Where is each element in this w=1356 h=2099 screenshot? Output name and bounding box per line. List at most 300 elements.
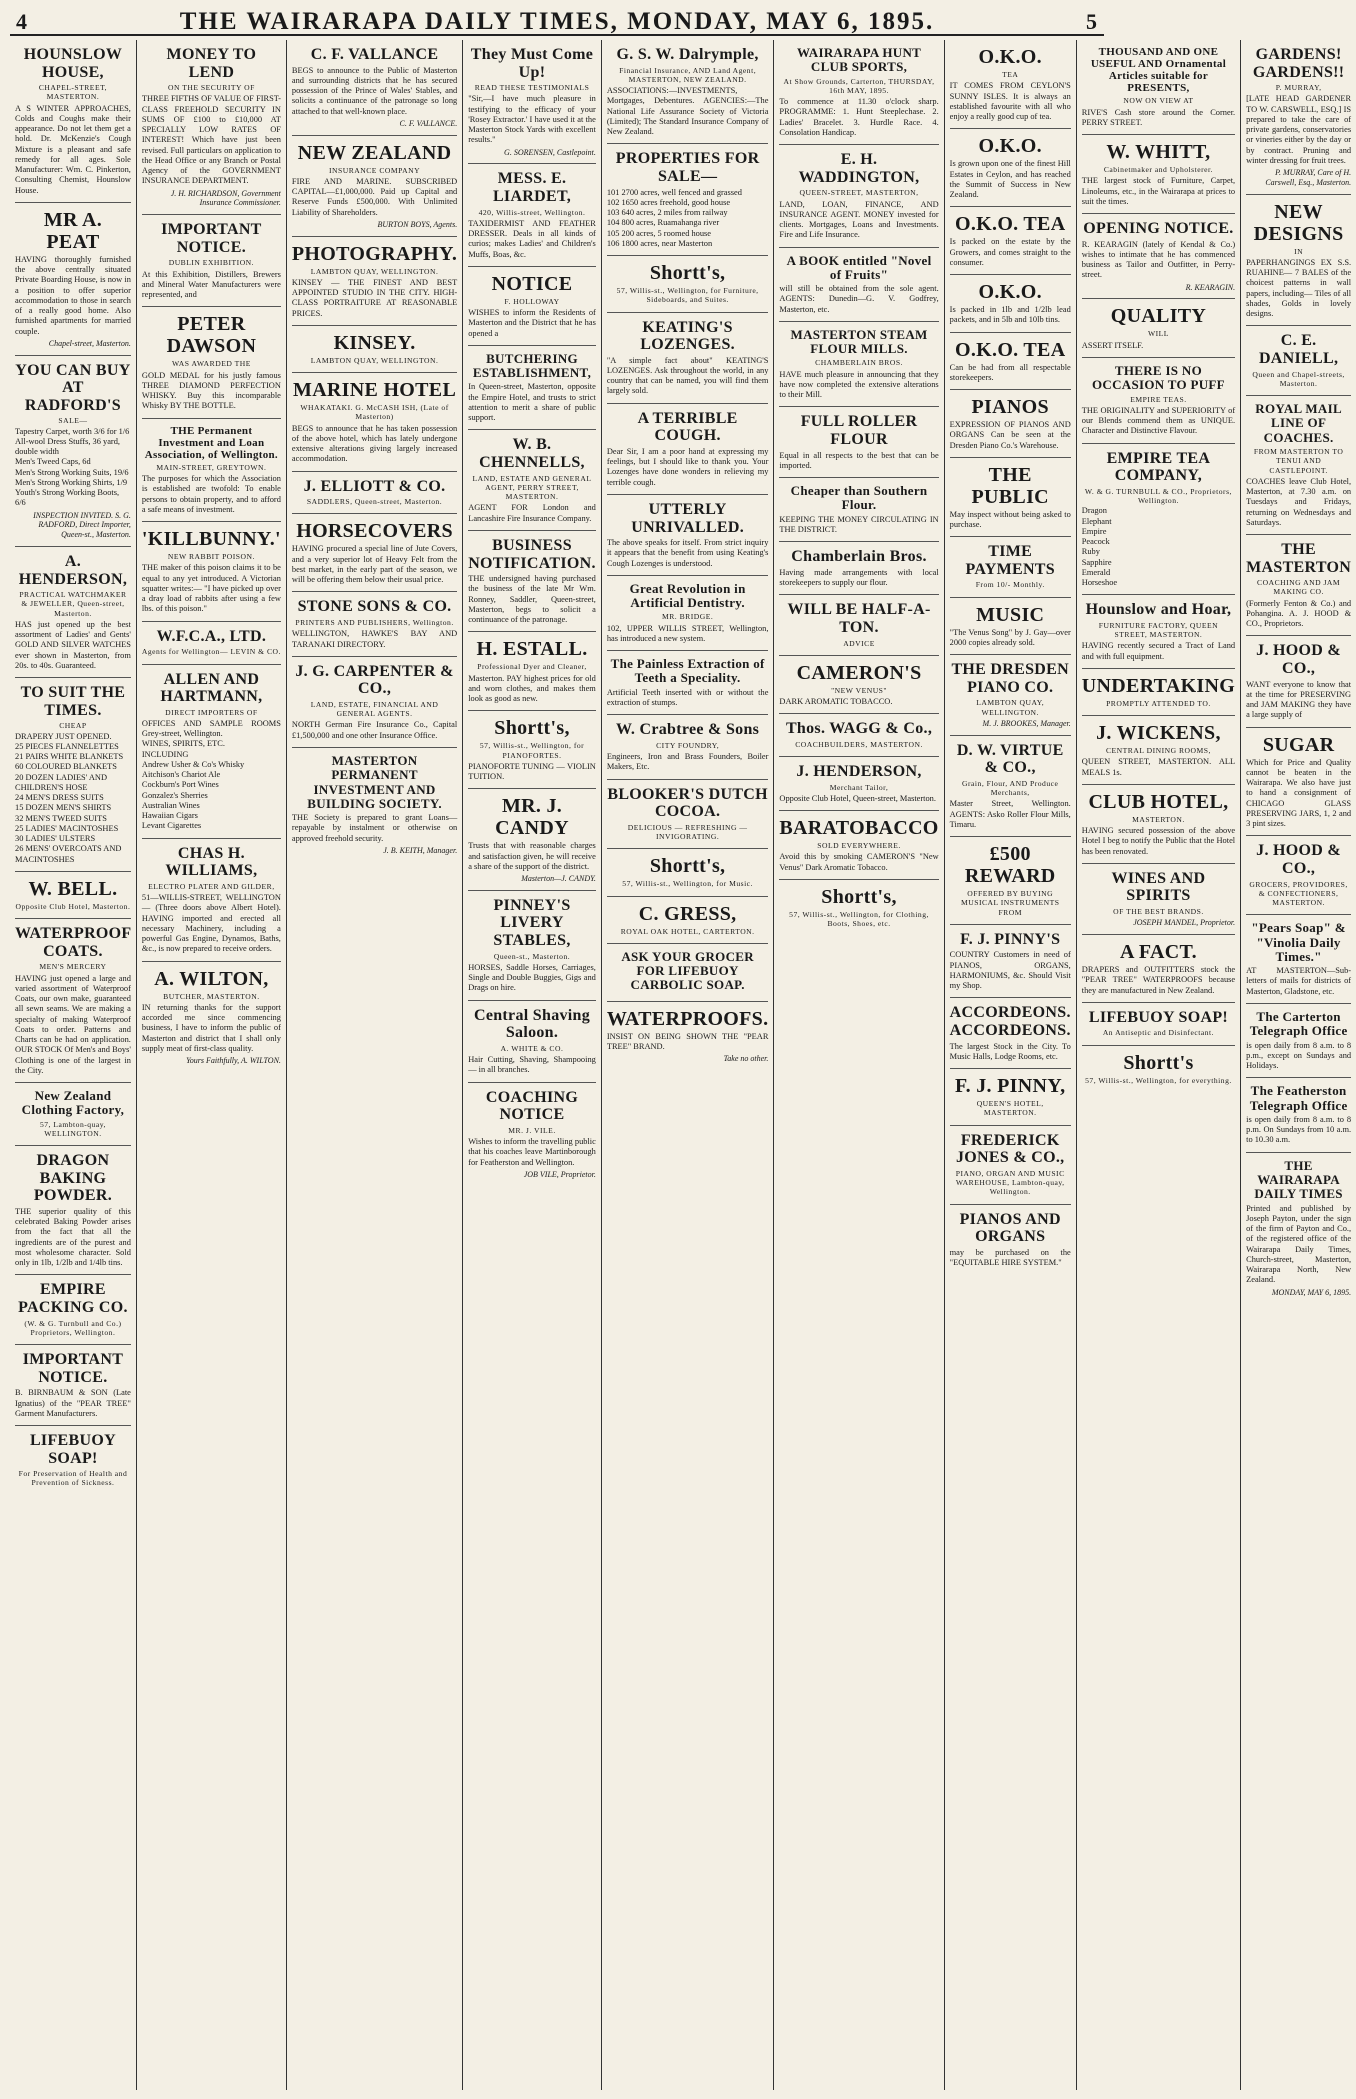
ad-headline: STONE SONS & CO. xyxy=(297,598,452,616)
advertisement xyxy=(607,651,769,715)
ad-signature: C. F. VALLANCE. xyxy=(399,118,458,128)
ad-headline: PINNEY'S LIVERY STABLES, xyxy=(493,896,571,950)
advertisement xyxy=(15,547,131,678)
advertisement xyxy=(468,430,596,530)
ad-headline: PHOTOGRAPHY. xyxy=(291,242,458,265)
ad-subheading: PIANO, ORGAN AND MUSIC WAREHOUSE, Lambton-quay, Wellington. xyxy=(955,1168,1065,1197)
advertisement xyxy=(142,215,281,307)
column-4 xyxy=(463,40,602,2090)
ad-body: The above speaks for itself. From strict inquiry it appears that the benefit from using Keating's Cough Lozenges is understood. xyxy=(606,538,769,568)
ad-headline: MESS. E. LIARDET, xyxy=(492,170,572,206)
ad-body: KINSEY — THE FINEST AND BEST APPOINTED STUDIO IN THE CITY. HIGH-CLASS PORTRAITURE AT REASONABLE PRICES. xyxy=(291,277,458,318)
ad-subheading: CHAMBERLAIN BROS. xyxy=(815,358,903,368)
advertisement xyxy=(950,736,1071,837)
advertisement xyxy=(779,478,938,542)
advertisement xyxy=(607,313,769,404)
ad-body: will still be obtained from the sole agent. AGENTS: Dunedin—G. V. Godfrey, Masterton, etc. xyxy=(779,284,939,314)
ad-headline: O.K.O. xyxy=(978,281,1042,303)
advertisement xyxy=(1082,716,1235,785)
advertisement xyxy=(142,522,281,622)
ad-list-item: WINES, SPIRITS, ETC. xyxy=(141,739,225,749)
ad-subheading: Opposite Club Hotel, Masterton. xyxy=(15,901,131,911)
ad-subheading: ROYAL OAK HOTEL, CARTERTON. xyxy=(620,926,755,936)
ad-body: LAND, LOAN, FINANCE, AND INSURANCE AGENT. MONEY invested for clients. Mortgages, Loans and Investments. Fire and Life Insurance. xyxy=(779,199,939,240)
ad-headline: WAIRARAPA HUNT CLUB SPORTS, xyxy=(796,45,922,75)
ad-subheading: INSURANCE COMPANY xyxy=(328,165,421,175)
ad-headline: BARATOBACCO xyxy=(779,817,939,840)
advertisement xyxy=(468,789,596,891)
ad-subheading: TEA xyxy=(1002,70,1019,79)
column-6 xyxy=(774,40,944,2090)
ad-subheading: LAMBTON QUAY, WELLINGTON. xyxy=(310,266,439,276)
advertisement xyxy=(15,1345,131,1426)
ad-headline: O.K.O. TEA xyxy=(955,338,1066,361)
ad-signature: Yours Faithfully, A. WILTON. xyxy=(186,1056,281,1066)
ad-body: Master Street, Wellington. AGENTS: Asko Roller Flour Mills, Timaru. xyxy=(949,799,1071,829)
advertisement xyxy=(292,657,457,748)
ad-body: GOLD MEDAL for his justly famous THREE DIAMOND PERFECTION WHISKY. Buy this incomparable Whisky BY THE BOTTLE. xyxy=(141,370,281,411)
ad-headline: C. E. DANIELL, xyxy=(1258,332,1339,368)
ad-subheading: DELICIOUS — REFRESHING — INVIGORATING. xyxy=(627,822,748,842)
ad-subheading: Queen and Chapel-streets, Masterton. xyxy=(1252,369,1345,388)
ad-headline: D. W. VIRTUE & CO., xyxy=(956,741,1064,777)
ad-list-item: Men's Strong Working Suits, 19/6 xyxy=(15,467,129,477)
ad-subheading: MEN'S MERCERY xyxy=(39,962,107,972)
ad-subheading: Agents for Wellington— LEVIN & CO. xyxy=(141,647,281,657)
ad-headline: W.F.C.A., LTD. xyxy=(156,627,267,645)
ad-headline: UNDERTAKING xyxy=(1081,674,1236,697)
ad-headline: The Painless Extraction of Teeth a Speciality. xyxy=(610,656,765,686)
ad-subheading: QUEEN-STREET, MASTERTON, xyxy=(799,188,919,198)
ad-subheading: QUEEN'S HOTEL, MASTERTON. xyxy=(976,1099,1044,1118)
ad-body: In Queen-street, Masterton, opposite the Empire Hotel, and trusts to strict attention to merit a share of public support. xyxy=(468,382,596,423)
page-number-left: 4 xyxy=(16,9,28,34)
ad-headline: NEW DESIGNS xyxy=(1253,200,1344,245)
ad-headline: THE DRESDEN PIANO CO. xyxy=(951,661,1069,696)
ad-headline: GARDENS! GARDENS!! xyxy=(1252,46,1345,81)
advertisement xyxy=(292,514,457,592)
advertisement xyxy=(950,129,1071,207)
ad-signature: J. B. KEITH, Manager. xyxy=(383,845,458,855)
advertisement xyxy=(779,322,938,408)
ad-list-item: 104 800 acres, Ruamahanga river xyxy=(606,218,720,228)
ad-headline: IMPORTANT NOTICE. xyxy=(161,221,262,256)
advertisement xyxy=(468,346,596,431)
ad-headline: WATERPROOF COATS. xyxy=(15,925,132,960)
ad-subheading: SOLD EVERYWHERE. xyxy=(817,841,901,851)
ad-headline: OPENING NOTICE. xyxy=(1083,220,1234,238)
column-2 xyxy=(137,40,287,2090)
ad-headline: CLUB HOTEL, xyxy=(1088,790,1229,813)
ad-headline: HOUNSLOW HOUSE, xyxy=(23,46,123,81)
ad-list-item: Youth's Strong Working Boots, 6/6 xyxy=(15,488,120,508)
columns xyxy=(10,40,1352,2090)
ad-subheading: PRINTERS AND PUBLISHERS, Wellington. xyxy=(295,618,454,628)
column-3 xyxy=(287,40,463,2090)
advertisement xyxy=(468,1001,596,1083)
ad-list-item: 103 640 acres, 2 miles from railway xyxy=(606,208,728,218)
ad-subheading: (W. & G. Turnbull and Co.) Proprietors, Wellington. xyxy=(24,1318,122,1337)
ad-headline: THE PUBLIC xyxy=(971,463,1049,508)
advertisement xyxy=(15,1426,131,1495)
ad-list-item: Empire xyxy=(1081,526,1107,536)
newspaper-title: THE WAIRARAPA DAILY TIMES, MONDAY, MAY 6, 1895. xyxy=(179,8,935,35)
ad-headline: KEATING'S LOZENGES. xyxy=(640,318,735,354)
ad-subheading: LAND, ESTATE AND GENERAL AGENT, PERRY STREET, MASTERTON. xyxy=(472,473,592,502)
ad-body: THE superior quality of this celebrated Baking Powder arises from the fact that all the ingredients are of the purest and most wholesome character. Sold only in 1lb, 1/2lb and 1/4lb tins. xyxy=(15,1206,131,1268)
ad-subheading: 57, Willis-st., Wellington, for Furniture, Sideboards, and Suites. xyxy=(616,286,759,305)
ad-list-item: Sapphire xyxy=(1081,557,1112,567)
ad-body: "A simple fact about" KEATING'S LOZENGES. Ask throughout the world, in any country that can be named, you will find them largely sold. xyxy=(606,355,769,396)
ad-body: WANT everyone to know that at the time for PRESERVING and JAM MAKING they have a large supply of xyxy=(1246,679,1352,720)
ad-headline: WATERPROOFS. xyxy=(606,1007,769,1030)
ad-subheading: 57, Willis-st., Wellington, for PIANOFORTES. xyxy=(479,741,585,760)
ad-body: Having made arrangements with local storekeepers to supply our flour. xyxy=(779,567,939,588)
advertisement xyxy=(292,326,457,373)
ad-headline: Chamberlain Bros. xyxy=(791,548,927,566)
advertisement xyxy=(15,919,131,1083)
ad-subheading: ON THE SECURITY OF xyxy=(167,83,255,93)
ad-headline: Shortt's xyxy=(1123,1051,1194,1074)
advertisement xyxy=(1246,1153,1351,1304)
advertisement xyxy=(142,962,281,1072)
ad-headline: J. G. CARPENTER & CO., xyxy=(295,662,454,698)
ad-headline: J. HENDERSON, xyxy=(796,763,922,781)
advertisement xyxy=(779,40,938,145)
advertisement xyxy=(607,715,769,779)
ad-body: FIRE AND MARINE. SUBSCRIBED CAPITAL—£1,000,000. Paid up Capital and Reserve Funds £500,000. With Unlimited Liability of Shareholders. xyxy=(291,176,458,217)
ad-headline: TIME PAYMENTS xyxy=(965,543,1055,578)
ad-subheading: A. WHITE & CO. xyxy=(500,1043,564,1053)
advertisement xyxy=(468,711,596,789)
advertisement xyxy=(1082,358,1235,444)
ad-list-item: 32 MEN'S TWEED SUITS xyxy=(15,813,107,823)
ad-body: At this Exhibition, Distillers, Brewers and Mineral Water Manufacturers were represented, and xyxy=(141,269,281,300)
ad-list-item: Ruby xyxy=(1081,547,1100,557)
advertisement xyxy=(1082,444,1235,596)
ad-body: HAVING just opened a large and varied assortment of Waterproof Coats, our own make, guaranteed all sewn seams. We are making a specialty of making Waterproof Coats to order. Patterns and Charts can be had on application. OUR STOCK Of Men's and Boys' Clothing is one of the largest in the City. xyxy=(15,973,131,1075)
ad-list-item: Cockburn's Port Wines xyxy=(141,780,219,790)
ad-body: Is packed on the estate by the Growers, and comes straight to the consumer. xyxy=(949,237,1071,267)
ad-subheading: SADDLERS, Queen-street, Masterton. xyxy=(306,497,443,507)
advertisement xyxy=(779,811,938,880)
advertisement xyxy=(1246,1078,1351,1152)
advertisement xyxy=(950,1069,1071,1126)
ad-subheading: WILL xyxy=(1147,329,1169,339)
advertisement xyxy=(292,373,457,472)
ad-signature: BURTON BOYS, Agents. xyxy=(377,219,458,229)
ad-headline: THE Permanent Investment and Loan Association, of Wellington. xyxy=(144,424,278,461)
ad-body: Trusts that with reasonable charges and satisfaction given, he will receive a share of the support of the district. xyxy=(468,841,596,871)
ad-subheading: OFFERED BY BUYING MUSICAL INSTRUMENTS FROM xyxy=(960,889,1060,917)
ad-body: 102, UPPER WILLIS STREET, Wellington, has introduced a new system. xyxy=(606,623,769,643)
ad-body: COUNTRY Customers in need of PIANOS, ORGANS, HARMONIUMS, &c. Should Visit my Shop. xyxy=(949,950,1071,991)
ad-headline: LIFEBUOY SOAP! xyxy=(29,1432,116,1467)
ad-body: IT COMES FROM CEYLON'S SUNNY ISLES. It is always an established favourite with all who enjoy a really good cup of tea. xyxy=(949,81,1071,121)
advertisement xyxy=(779,248,938,322)
ad-subheading: CHEAP xyxy=(59,721,87,731)
ad-subheading: PROMPTLY ATTENDED TO. xyxy=(1106,698,1211,708)
ad-headline: £500 REWARD xyxy=(964,843,1056,888)
advertisement xyxy=(468,891,596,1001)
ad-body: The largest Stock in the City. To Music Halls, Lodge Rooms, etc. xyxy=(949,1041,1071,1061)
advertisement xyxy=(950,333,1071,391)
ad-signature: P. MURRAY, Care of H. Carswell, Esq., Masterton. xyxy=(1265,168,1352,187)
ad-headline: PIANOS xyxy=(971,396,1049,418)
ad-subheading: Cabinetmaker and Upholsterer. xyxy=(1103,165,1214,175)
ad-list-item: Andrew Usher & Co's Whisky xyxy=(141,759,245,769)
ad-body: Engineers, Iron and Brass Founders, Boiler Makers, Etc. xyxy=(606,752,769,772)
advertisement xyxy=(1246,636,1351,727)
advertisement xyxy=(779,757,938,811)
advertisement xyxy=(950,390,1071,458)
ad-subheading: LAMBTON QUAY, WELLINGTON. xyxy=(976,698,1045,717)
ad-body: Avoid this by smoking CAMERON'S "New Venus" Dark Aromatic Tobacco. xyxy=(779,852,939,872)
ad-headline: CHAS H. WILLIAMS, xyxy=(165,844,258,880)
ad-list-item: Australian Wines xyxy=(141,800,200,810)
ad-headline: Central Shaving Saloon. xyxy=(473,1006,591,1042)
advertisement xyxy=(1082,299,1235,358)
ad-list-item: Horseshoe xyxy=(1081,578,1118,587)
ad-headline: DRAGON BAKING POWDER. xyxy=(33,1152,112,1205)
advertisement xyxy=(950,275,1071,333)
ad-headline: BUSINESS NOTIFICATION. xyxy=(468,536,596,572)
ad-body: Artificial Teeth inserted with or without the extraction of stumps. xyxy=(606,687,769,708)
ad-headline: F. J. PINNY, xyxy=(954,1075,1066,1098)
ad-body: DARK AROMATIC TOBACCO. xyxy=(779,697,893,707)
ad-list-item: Hawaiian Cigars xyxy=(141,811,198,821)
ad-signature: INSPECTION INVITED. S. G. RADFORD, Direct Importer, Queen-st., Masterton. xyxy=(33,510,131,540)
ad-subheading: F. HOLLOWAY xyxy=(504,296,560,306)
ad-subheading: MASTERTON. xyxy=(1132,814,1185,824)
ad-list-item: 25 LADIES' MACINTOSHES xyxy=(15,823,119,833)
ad-headline: C. F. VALLANCE xyxy=(310,46,439,63)
ad-subheading: WAS AWARDED THE xyxy=(171,359,251,369)
advertisement xyxy=(950,925,1071,999)
advertisement xyxy=(468,531,596,632)
advertisement xyxy=(779,880,938,936)
advertisement xyxy=(292,748,457,862)
ad-subheading: For Preservation of Health and Prevention of Sickness. xyxy=(18,1469,128,1488)
ad-headline: Shortt's, xyxy=(649,855,726,878)
ad-signature: J. H. RICHARDSON, Government Insurance Commissioner. xyxy=(170,188,281,208)
advertisement xyxy=(1082,214,1235,299)
ad-headline: BLOOKER'S DUTCH COCOA. xyxy=(607,785,768,821)
ad-signature: G. SORENSEN, Castlepoint. xyxy=(504,147,596,157)
ad-headline: MR. J. CANDY xyxy=(495,795,569,840)
advertisement xyxy=(15,1083,131,1146)
ad-headline: W. Crabtree & Sons xyxy=(616,721,760,739)
advertisement xyxy=(1082,785,1235,864)
column-1 xyxy=(10,40,137,2090)
ad-headline: PIANOS AND ORGANS xyxy=(959,1210,1061,1246)
ad-headline: MASTERTON PERMANENT INVESTMENT AND BUILDING SOCIETY. xyxy=(307,752,442,811)
advertisement xyxy=(1246,396,1351,535)
ad-headline: New Zealand Clothing Factory, xyxy=(21,1088,125,1118)
advertisement xyxy=(950,458,1071,538)
advertisement xyxy=(950,1126,1071,1205)
ad-headline: MR A. PEAT xyxy=(43,208,103,253)
ad-subheading: FURNITURE FACTORY, QUEEN STREET, MASTERTON. xyxy=(1098,620,1219,640)
advertisement xyxy=(950,598,1071,656)
ad-body: is open daily from 8 a.m. to 8 p.m., except on Sundays and Holidays. xyxy=(1246,1040,1352,1071)
ad-body: may be purchased on the "EQUITABLE HIRE SYSTEM." xyxy=(949,1247,1071,1267)
ad-headline: NEW ZEALAND xyxy=(297,141,452,164)
ad-subheading: READ THESE TESTIMONIALS xyxy=(474,83,590,93)
ad-subheading: WHAKATAKI. G. McCASH ISH, (Late of Masterton) xyxy=(300,403,449,422)
ad-headline: J. HOOD & CO., xyxy=(1256,842,1342,877)
ad-headline: ALLEN AND HARTMANN, xyxy=(160,670,263,706)
ad-body: HAVING procured a special line of Jute Covers, and a very superior lot of Heavy Felt from the best market, in the early part of the season, we will be offering them below their usual price. xyxy=(291,544,458,585)
ad-signature: M. J. BROOKES, Manager. xyxy=(982,718,1071,728)
ad-subheading: GROCERS, PROVIDORES, & CONFECTIONERS, MASTERTON. xyxy=(1249,879,1348,908)
ad-subheading: MR. BRIDGE. xyxy=(661,612,714,622)
ad-signature: JOSEPH MANDEL, Proprietor. xyxy=(1133,918,1236,928)
ad-body: THE maker of this poison claims it to be equal to any yet introduced. A Victorian squatter writes:— "I have picked up over a dray load of rabbits after using a few lbs. of this poison." xyxy=(141,563,281,614)
ad-subheading: COACHING AND JAM MAKING CO. xyxy=(1257,578,1341,597)
ad-headline: THE MASTERTON xyxy=(1246,541,1352,576)
advertisement xyxy=(950,998,1071,1069)
ad-body: IN returning thanks for the support accorded me since commencing business, I have to inform the public of Masterton and district that I shall only supply meat of first-class quality. xyxy=(141,1002,281,1053)
ad-subheading: MAIN-STREET, GREYTOWN. xyxy=(156,462,267,472)
advertisement xyxy=(779,145,938,247)
advertisement xyxy=(607,404,769,495)
advertisement xyxy=(15,1275,131,1345)
ad-headline: CAMERON'S xyxy=(796,661,922,684)
ad-list-item: 24 MEN'S DRESS SUITS xyxy=(15,793,104,803)
ad-headline: PROPERTIES FOR SALE— xyxy=(615,150,760,185)
ad-list-item: Peacock xyxy=(1081,537,1110,546)
advertisement xyxy=(468,40,596,164)
ad-headline: THOUSAND AND ONE USEFUL AND Ornamental Articles suitable for PRESENTS, xyxy=(1090,46,1227,95)
ad-body: THE largest stock of Furniture, Carpet, Linoleums, etc., in the Wairarapa at prices to suit the times. xyxy=(1081,176,1236,206)
ad-subheading: 57, Willis-st., Wellington, for Clothing, Boots, Shoes, etc. xyxy=(789,909,929,929)
advertisement xyxy=(292,40,457,136)
advertisement xyxy=(1082,595,1235,669)
advertisement xyxy=(468,267,596,346)
advertisement xyxy=(142,665,281,839)
ad-headline: J. ELLIOTT & CO. xyxy=(303,477,446,495)
ad-headline: FULL ROLLER FLOUR xyxy=(800,413,918,449)
column-8 xyxy=(1077,40,1241,2090)
ad-headline: H. ESTALL. xyxy=(476,638,588,661)
ad-list-item: INCLUDING xyxy=(141,749,189,759)
ad-body: Is packed in 1lb and 1/2lb lead packets, and in 5lb and 10lb tins. xyxy=(949,305,1071,325)
ad-headline: Shortt's, xyxy=(649,262,726,285)
ad-signature: Chapel-street, Masterton. xyxy=(48,338,131,348)
advertisement xyxy=(950,1205,1071,1275)
ad-list-item: Gonzalez's Sherries xyxy=(141,790,208,800)
advertisement xyxy=(607,256,769,313)
ad-subheading: P. MURRAY, xyxy=(1275,83,1322,93)
ad-body: NORTH German Fire Insurance Co., Capital £1,500,000 and one other Insurance Office. xyxy=(291,720,458,740)
ad-body: QUEEN STREET, MASTERTON. ALL MEALS 1s. xyxy=(1081,757,1236,777)
ad-body: (Formerly Fenton & Co.) and Pohangina. A. J. HOOD & CO., Proprietors. xyxy=(1246,598,1352,629)
masthead xyxy=(10,6,1104,36)
ad-headline: J. WICKENS, xyxy=(1096,722,1221,745)
ad-headline: W. BELL. xyxy=(28,877,118,900)
advertisement xyxy=(950,207,1071,275)
ad-body: [LATE HEAD GARDENER TO W. CARSWELL, ESQ.] IS prepared to take the care of private gardens, conservatories or vineries either by the day or by contract. Pruning and winter dressing for fruit trees. xyxy=(1246,94,1352,165)
ad-body: HAVING thoroughly furnished the above centrally situated Private Boarding House, is now in a position to offer superior accommodation to those in search of a really good home. Also furnished apartments for married couple. xyxy=(15,254,131,336)
advertisement xyxy=(142,419,281,523)
ad-body: Dear Sir, I am a poor hand at expressing my feelings, but I should like to thank you. Your Lozenges have done wonders in relieving my terrible cough. xyxy=(606,446,769,487)
ad-subheading: BUTCHER, MASTERTON. xyxy=(163,991,260,1001)
ad-body: The purposes for which the Association is established are twofold: To enable persons to obtain property, and to afford a safe means of investment. xyxy=(141,474,281,514)
advertisement xyxy=(779,542,938,595)
ad-headline: A. WILTON, xyxy=(154,967,269,990)
ad-body: AGENT FOR London and Lancashire Fire Insurance Company. xyxy=(468,503,596,523)
advertisement xyxy=(607,944,769,1002)
advertisement xyxy=(607,144,769,256)
ad-body: "The Venus Song" by J. Gay—over 2000 copies already sold. xyxy=(949,627,1071,647)
ad-headline: O.K.O. xyxy=(978,46,1042,68)
ad-signature: JOB VILE, Proprietor. xyxy=(523,1169,596,1179)
advertisement xyxy=(292,592,457,656)
ad-body: HORSES, Saddle Horses, Carriages, Single and Double Buggies, Gigs and Drags on hire. xyxy=(468,962,596,993)
ad-headline: They Must Come Up! xyxy=(470,46,594,81)
ad-headline: Shortt's, xyxy=(821,885,897,908)
ad-body: Hair Cutting, Shaving, Shampooing — in all branches. xyxy=(468,1055,596,1075)
ad-subheading: An Antiseptic and Disinfectant. xyxy=(1102,1028,1215,1038)
advertisement xyxy=(1082,669,1235,716)
ad-body: PIANOFORTE TUNING — VIOLIN TUITION. xyxy=(468,761,596,782)
ad-subheading: LAND, ESTATE, FINANCIAL AND GENERAL AGENTS. xyxy=(310,699,439,719)
ad-body: THREE FIFTHS OF VALUE OF FIRST-CLASS FREEHOLD SECURITY IN SUMS OF £100 to £10,000 AT SPECIALLY LOW RATES OF INTEREST! Which have just been revised. Full particulars on application to the Head Office or any Branch or Postal Agency of the GOVERNMENT INSURANCE DEPARTMENT. xyxy=(141,94,281,186)
column-5 xyxy=(602,40,775,2090)
advertisement xyxy=(950,837,1071,925)
ad-body: THE ORIGINALITY and SUPERIORITY of our Blends commend them as UNIQUE. Character and Distinctive Flavour. xyxy=(1081,405,1236,436)
advertisement xyxy=(950,537,1071,597)
advertisement xyxy=(15,356,131,547)
advertisement xyxy=(15,872,131,919)
advertisement xyxy=(779,407,938,478)
ad-subheading: 420, Willis-street, Wellington. xyxy=(478,207,586,217)
advertisement xyxy=(468,632,596,711)
advertisement xyxy=(468,1083,596,1186)
advertisement xyxy=(1246,728,1351,837)
ad-body: Wishes to inform the travelling public that his coaches leave Martinborough for Featherston and Wellington. xyxy=(468,1137,596,1167)
ad-subheading: COACHBUILDERS, MASTERTON. xyxy=(795,739,923,749)
ad-headline: MUSIC xyxy=(976,603,1045,626)
ad-headline: ASK YOUR GROCER FOR LIFEBUOY CARBOLIC SOAP. xyxy=(621,948,754,993)
advertisement xyxy=(15,1146,131,1275)
advertisement xyxy=(1246,40,1351,195)
ad-subheading: ELECTRO PLATER AND GILDER, xyxy=(148,881,275,891)
ad-subheading: EMPIRE TEAS. xyxy=(1130,394,1187,404)
ad-body: WISHES to inform the Residents of Masterton and the District that he has opened a xyxy=(468,308,596,338)
ad-headline: KINSEY. xyxy=(333,331,416,354)
ad-list-item: Levant Cigarettes xyxy=(141,821,202,831)
ad-subheading: SALE— xyxy=(58,416,88,426)
ad-subheading: Merchant Tailor, xyxy=(829,782,889,792)
ad-body: R. KEARAGIN (lately of Kendal & Co.) wishes to intimate that he has commenced business as Tailor and Outfitter, in Perry-street. xyxy=(1081,239,1236,280)
advertisement xyxy=(142,40,281,215)
ad-headline: C. GRESS, xyxy=(638,902,737,925)
ad-headline: Shortt's, xyxy=(494,717,570,740)
ad-subheading: 57, Willis-st., Wellington, for Music. xyxy=(622,879,753,889)
ad-subheading: W. & G. TURNBULL & CO., Proprietors, Wellington. xyxy=(1084,486,1232,505)
ad-body: BEGS to announce to the Public of Masterton and surrounding districts that he has secured possession of the Prince of Wales' Stables, and solicits a continuance of the patronage so long attached to that well-known place. xyxy=(291,65,458,116)
advertisement xyxy=(1246,195,1351,327)
ad-body: A S WINTER APPROACHES, Colds and Coughs make their appearance. Do not let them get a hold. Dr. McKenzie's Cough Mixture is a pleasant and safe remedy for all ages. Sole Manufacturer: Wm. C. Pinkerton, Consulting Chemist, Hounslow House. xyxy=(15,103,131,195)
advertisement xyxy=(1082,1003,1235,1046)
ad-body: PAPERHANGINGS EX S.S. RUAHINE— 7 BALES of the choicest patterns in wall papers, including— Tiles of all shades, Golds in lovely designs. xyxy=(1246,257,1352,319)
advertisement xyxy=(607,1002,769,1070)
ad-body: INSIST ON BEING SHOWN THE "PEAR TREE" BRAND. xyxy=(606,1031,769,1051)
ad-subheading: CHAPEL-STREET, MASTERTON. xyxy=(38,83,108,102)
ad-headline: COACHING NOTICE xyxy=(485,1088,579,1124)
